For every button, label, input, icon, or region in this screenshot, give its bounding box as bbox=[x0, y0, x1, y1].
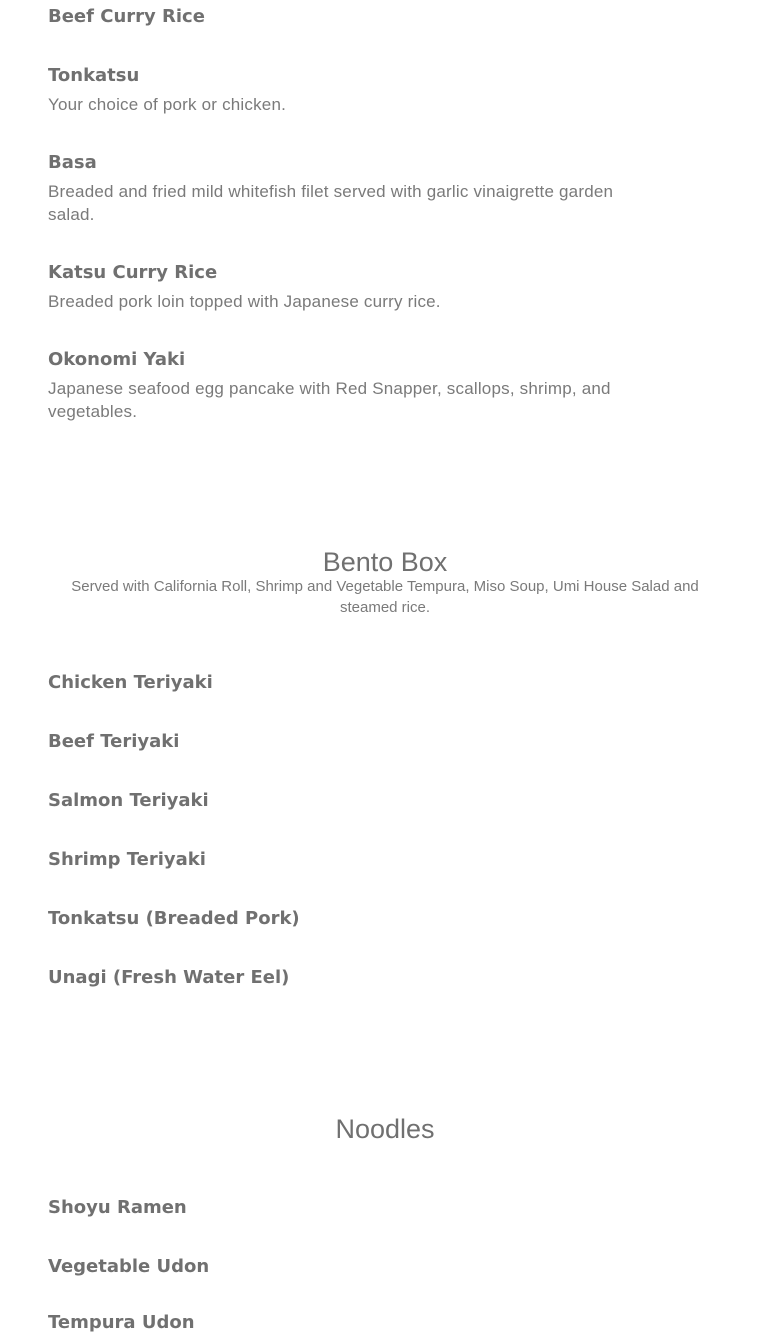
menu-item-name: Basa bbox=[48, 152, 97, 173]
menu-item-name: Shrimp Teriyaki bbox=[48, 849, 206, 870]
menu-item-name: Tonkatsu bbox=[48, 65, 140, 86]
menu-item-name: Okonomi Yaki bbox=[48, 349, 186, 370]
menu-item-description: Your choice of pork or chicken. bbox=[48, 95, 287, 114]
menu-item-name: Chicken Teriyaki bbox=[48, 672, 213, 693]
section-title-bento-box: Bento Box bbox=[322, 547, 448, 577]
menu-item-description: Japanese seafood egg pancake with Red Snapper, scallops, shrimp, and vegetables. bbox=[48, 379, 611, 421]
menu-item-description: Breaded and fried mild whitefish filet served with garlic vinaigrette garden salad. bbox=[48, 182, 614, 224]
menu-item-name: Tempura Udon bbox=[48, 1312, 195, 1333]
menu-item-name: Katsu Curry Rice bbox=[48, 262, 218, 283]
menu-item-name: Tonkatsu (Breaded Pork) bbox=[48, 908, 300, 929]
menu-item-name: Unagi (Fresh Water Eel) bbox=[48, 967, 290, 988]
menu-item-name: Beef Curry Rice bbox=[48, 6, 205, 27]
section-subtitle: Served with California Roll, Shrimp and Vegetable Tempura, Miso Soup, Umi House Salad and steamed rice. bbox=[71, 578, 699, 616]
menu-item-description: Breaded pork loin topped with Japanese curry rice. bbox=[48, 292, 441, 311]
menu-item-name: Vegetable Udon bbox=[48, 1256, 210, 1277]
menu-item-name: Beef Teriyaki bbox=[48, 731, 180, 752]
menu-item-name: Shoyu Ramen bbox=[48, 1197, 187, 1218]
menu-item-name: Salmon Teriyaki bbox=[48, 790, 209, 811]
section-title-noodles: Noodles bbox=[335, 1114, 435, 1144]
